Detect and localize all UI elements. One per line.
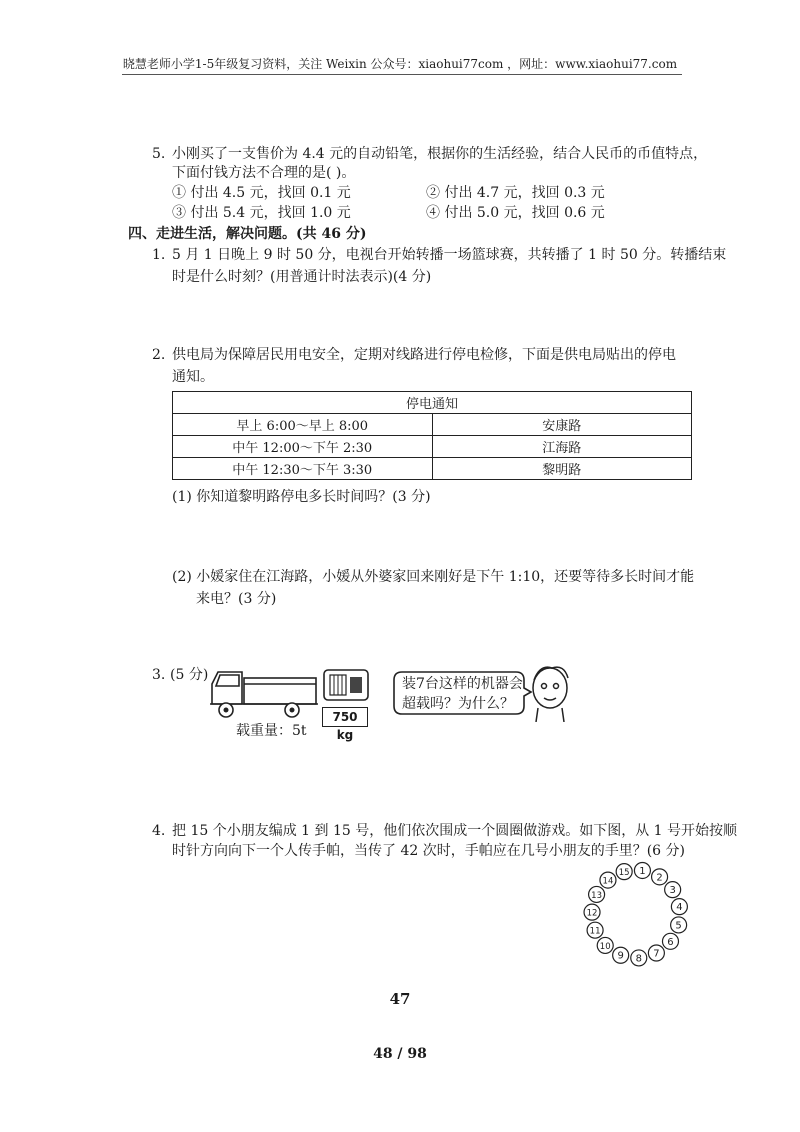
svg-text:12: 12: [586, 908, 598, 919]
q5-line2: 下面付钱方法不合理的是( )。: [172, 165, 356, 181]
truck-icon: [208, 664, 320, 720]
p2-number: 2.: [152, 347, 166, 363]
svg-text:6: 6: [667, 936, 674, 948]
q5-line1: 小刚买了一支售价为 4.4 元的自动铅笔，根据你的生活经验，结合人民币的币值特点，: [172, 146, 708, 162]
p4-line1: 把 15 个小朋友编成 1 到 15 号，他们依次围成一个圆圈做游戏。如下图，从 1 号开始按顺: [172, 823, 738, 839]
machine-icon: [322, 668, 370, 704]
table-cell-road: 黎明路: [432, 458, 692, 480]
p1-number: 1.: [152, 247, 166, 263]
p4-line2: 时针方向向下一个人传手帕，当传了 42 次时，手帕应在几号小朋友的手里？(6 分): [172, 843, 685, 859]
child-number-7: [648, 945, 664, 961]
child-number-4: [671, 899, 687, 915]
child-number-6: [662, 933, 678, 949]
child-number-11: [587, 922, 603, 938]
p1-line1: 5 月 1 日晚上 9 时 50 分，电视台开始转播一场篮球赛，共转播了 1 时 50 分。转播结束: [172, 247, 727, 263]
table-title: 停电通知: [173, 392, 692, 414]
child-number-3: [665, 882, 681, 898]
child-number-8: [631, 950, 647, 966]
p4-number: 4.: [152, 823, 166, 839]
q5-option-2: ② 付出 4.7 元，找回 0.3 元: [426, 185, 605, 201]
svg-text:9: 9: [617, 950, 624, 962]
svg-text:15: 15: [618, 868, 630, 879]
speech-line2: 超载吗？为什么？: [402, 696, 514, 712]
header-divider: [122, 74, 682, 75]
child-face-icon: [528, 660, 572, 722]
pagination-indicator: 48 / 98: [373, 1046, 427, 1062]
svg-text:14: 14: [602, 876, 614, 887]
svg-text:2: 2: [656, 872, 663, 884]
child-number-12: [584, 904, 600, 920]
table-cell-road: 江海路: [432, 436, 692, 458]
svg-text:5: 5: [675, 920, 682, 932]
child-number-9: [613, 947, 629, 963]
table-row: [173, 414, 692, 436]
svg-text:1: 1: [639, 865, 646, 877]
p3-score: (5 分): [170, 667, 209, 683]
svg-text:8: 8: [635, 953, 642, 965]
p2-line1: 供电局为保障居民用电安全，定期对线路进行停电检修，下面是供电局贴出的停电: [172, 347, 676, 363]
p2-sub1: (1) 你知道黎明路停电多长时间吗？(3 分): [172, 489, 431, 505]
q5-option-3: ③ 付出 5.4 元，找回 1.0 元: [172, 205, 351, 221]
p2-line2: 通知。: [172, 369, 214, 385]
svg-text:10: 10: [599, 941, 611, 952]
table-row: [173, 458, 692, 480]
p2-sub2-line1: (2) 小媛家住在江海路，小媛从外婆家回来刚好是下午 1:10，还要等待多长时间才能: [172, 569, 695, 585]
children-circle-diagram: [580, 860, 700, 970]
section-title: 四、走进生活，解决问题。(共 46 分): [128, 226, 367, 242]
svg-text:4: 4: [676, 902, 683, 914]
table-cell-time: 早上 6:00～早上 8:00: [173, 414, 433, 436]
truck-capacity-label: 载重量：5t: [236, 723, 307, 739]
svg-text:3: 3: [669, 885, 676, 897]
table-cell-time: 中午 12:30～下午 3:30: [173, 458, 433, 480]
child-number-10: [597, 937, 613, 953]
child-number-1: [634, 862, 650, 878]
table-row: [173, 436, 692, 458]
page-number: 47: [389, 990, 411, 1008]
svg-text:11: 11: [589, 926, 601, 937]
machine-weight-label: 750 kg: [322, 707, 368, 727]
q5-number: 5.: [152, 146, 166, 162]
outage-notice-table: [172, 391, 692, 480]
child-number-13: [589, 886, 605, 902]
child-number-14: [600, 872, 616, 888]
child-number-2: [652, 869, 668, 885]
child-number-15: [616, 864, 632, 880]
page-header: 晓慧老师小学1-5年级复习资料，关注 Weixin 公众号：xiaohui77com ，网址：www.xiaohui77.com: [122, 57, 678, 71]
q5-option-1: ① 付出 4.5 元，找回 0.1 元: [172, 185, 351, 201]
p3-number: 3.: [152, 667, 166, 683]
p1-line2: 时是什么时刻？(用普通计时法表示)(4 分): [172, 269, 432, 285]
child-number-5: [671, 917, 687, 933]
speech-line1: 装7台这样的机器会: [402, 676, 523, 692]
table-cell-time: 中午 12:00～下午 2:30: [173, 436, 433, 458]
table-cell-road: 安康路: [432, 414, 692, 436]
q5-option-4: ④ 付出 5.0 元，找回 0.6 元: [426, 205, 605, 221]
p2-sub2-line2: 来电？(3 分): [196, 591, 277, 607]
svg-text:7: 7: [653, 948, 660, 960]
svg-text:13: 13: [591, 890, 603, 901]
